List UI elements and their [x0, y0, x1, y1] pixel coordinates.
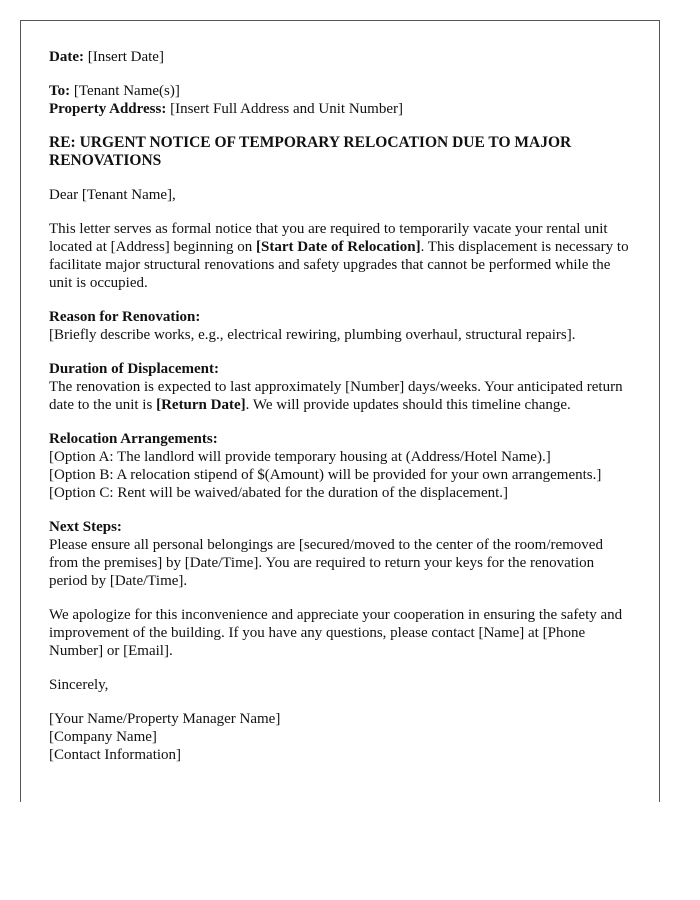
reason-section: Reason for Renovation: [Briefly describe works, e.g., electrical rewiring, plumbing overhaul, structural repairs]. — [49, 309, 576, 343]
option-b: [Option B: A relocation stipend of $(Amount) will be provided for your own arrangements.] — [49, 467, 602, 483]
recipient-block: To: [Tenant Name(s)] Property Address: [Insert Full Address and Unit Number] — [49, 83, 403, 117]
arrangements-section: Relocation Arrangements: [Option A: The landlord will provide temporary housing at (Address/Hotel Name).] [Option B: A relocation stipend of $(Amount) will be provided for your own arrangements.] [Option C: Rent will be waived/abated for the duration of the displacement.] — [49, 431, 602, 501]
option-c: [Option C: Rent will be waived/abated for the duration of the displacement.] — [49, 485, 509, 501]
signature-block: [Your Name/Property Manager Name] [Company Name] [Contact Information] — [49, 711, 281, 763]
date-line: Date: [Insert Date] — [49, 49, 164, 65]
closing-paragraph: We apologize for this inconvenience and appreciate your cooperation in ensuring the safety and improvement of the building. If you have any questions, please contact [Name] at [Phone Number] or [Email]. — [49, 607, 623, 659]
next-steps-section: Next Steps: Please ensure all personal belongings are [secured/moved to the center of the room/removed from the premises] by [Date/Time]. You are required to return your keys for the renovation period by [Date/Time]. — [49, 519, 603, 589]
duration-section: Duration of Displacement: The renovation is expected to last approximately [Number] days/weeks. Your anticipated return date to the unit is [Return Date]. We will provide updates should this timeline change. — [49, 361, 623, 413]
option-a: [Option A: The landlord will provide temporary housing at (Address/Hotel Name).] — [49, 449, 551, 465]
letter-page — [20, 20, 660, 802]
signoff: Sincerely, — [49, 677, 109, 693]
intro-paragraph: This letter serves as formal notice that you are required to temporarily vacate your rental unit located at [Address] beginning on [Start Date of Relocation]. This displacement is necessary to facilitate major structural renovations and safety upgrades that cannot be performed while the unit is occupied. — [49, 221, 629, 291]
salutation: Dear [Tenant Name], — [49, 187, 176, 203]
subject-line: RE: URGENT NOTICE OF TEMPORARY RELOCATION DUE TO MAJOR RENOVATIONS — [49, 134, 572, 169]
